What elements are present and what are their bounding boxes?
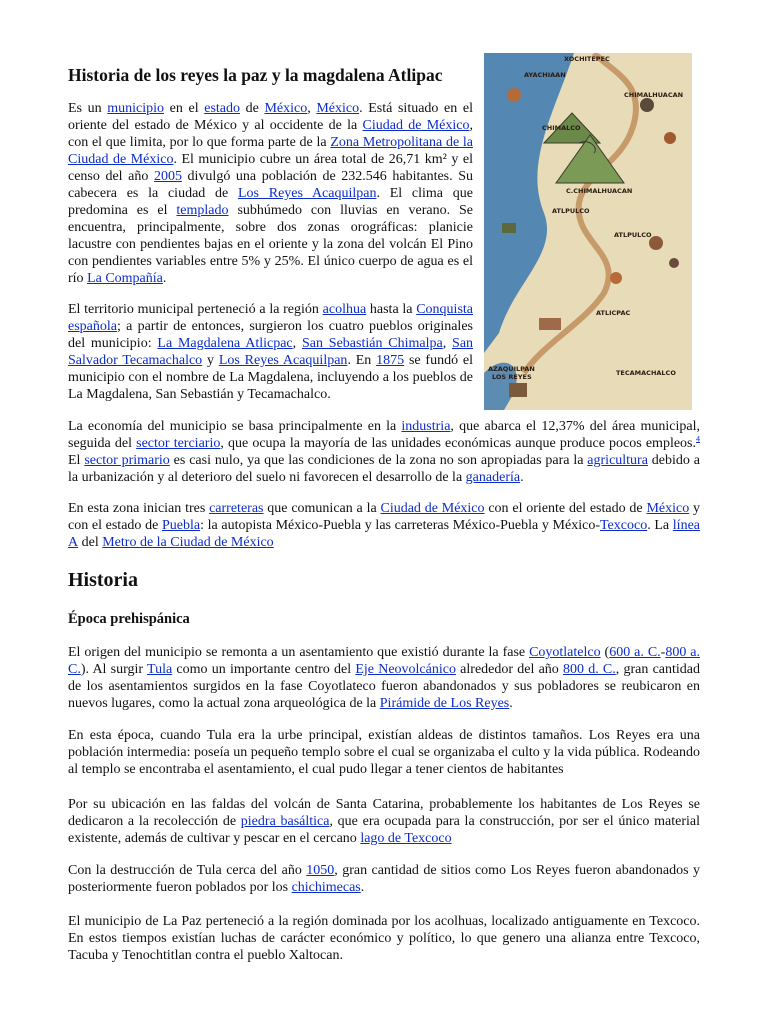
- link-1050[interactable]: 1050: [306, 863, 335, 878]
- link-carreteras[interactable]: carreteras: [209, 501, 264, 516]
- link-sector-primario[interactable]: sector primario: [84, 453, 170, 468]
- map-label-atlpulco-2: ATLPULCO: [614, 231, 652, 239]
- link-estado[interactable]: estado: [204, 101, 240, 116]
- link-lago-de-texcoco[interactable]: lago de Texcoco: [360, 831, 452, 846]
- link-conquista-espanola[interactable]: Conquista española: [68, 302, 473, 334]
- link-800-ac[interactable]: 800 a. C.: [68, 645, 700, 677]
- footnote-4[interactable]: 4: [696, 434, 700, 444]
- carreteras-paragraph: En esta zona inician tres carreteras que comunican a la Ciudad de México con el oriente del estado de México y con el estado de Puebla: la autopista México-Puebla y las carreteras México-Puebla y México-Texcoco. La línea A del Metro de la Ciudad de México: [68, 501, 701, 550]
- epoca-prehispanica-heading: Época prehispánica: [68, 611, 190, 627]
- link-ciudad-de-mexico-2[interactable]: Ciudad de México: [380, 501, 485, 516]
- map-label-los-reyes: LOS REYES: [492, 373, 532, 381]
- link-2005[interactable]: 2005: [153, 169, 182, 184]
- link-acolhua[interactable]: acolhua: [322, 302, 367, 317]
- destruccion-paragraph: Con la destrucción de Tula cerca del año 1050, gran cantidad de sitios como Los Reyes fueron abandonados y posteriormente fueron poblados por los chichimecas.: [68, 863, 700, 895]
- page-title: Historia de los reyes la paz y la magdalena Atlipac: [68, 65, 443, 85]
- link-600-ac[interactable]: 600 a. C.: [609, 645, 661, 660]
- epoca-paragraph: En esta época, cuando Tula era la urbe principal, existían aldeas de distintos tamaños. Los Reyes era una población intermedia: poseía un pequeño templo sobre el cual se organizaba el culto y la vida pública. Rodeando al templo se encontraba el asentamiento, el cual pudo llegar a tener cientos de habitantes: [68, 728, 700, 777]
- link-chichimecas[interactable]: chichimecas: [291, 880, 361, 895]
- link-1875[interactable]: 1875: [376, 353, 405, 368]
- acolhuas-paragraph: El municipio de La Paz perteneció a la región dominada por los acolhuas, localizado antiguamente en Texcoco. En estos tiempos existían luchas de carácter económico y político, lo que genero una alianza entre Texcoco, Tacuba y Tenochtitlan contra el pueblo Xaltocan.: [68, 914, 700, 963]
- link-sector-terciario[interactable]: sector terciario: [136, 436, 221, 451]
- link-texcoco[interactable]: Texcoco: [599, 518, 648, 533]
- link-la-compania[interactable]: La Compañía: [87, 271, 163, 286]
- link-eje-neovolcanico[interactable]: Eje Neovolcánico: [355, 662, 456, 677]
- link-municipio[interactable]: municipio: [107, 101, 165, 116]
- link-agricultura[interactable]: agricultura: [587, 453, 648, 468]
- link-los-reyes-acaquilpan[interactable]: Los Reyes Acaquilpan: [238, 186, 377, 201]
- link-piramide-de-los-reyes[interactable]: Pirámide de Los Reyes: [379, 696, 510, 711]
- map-label-atlpulco: ATLPULCO: [552, 207, 590, 215]
- territorio-paragraph: El territorio municipal perteneció a la región acolhua hasta la Conquista española; a partir de entonces, surgieron los cuatro pueblos originales del municipio: La Magdalena Atlicpac, San Sebastián Chimalpa, San Salvador Tecamachalco y Los Reyes Acaquilpan. En 1875 se fundó el municipio con el nombre de La Magdalena, incluyendo a los pueblos de La Magdalena, San Sebastián y Tecamachalco.: [68, 302, 474, 402]
- link-puebla[interactable]: Puebla: [161, 518, 201, 533]
- map-label-chimalhuacan-top: CHIMALHUACAN: [624, 91, 684, 99]
- map-label-azaquilpan: AZAQUILPAN: [488, 365, 535, 373]
- link-industria[interactable]: industria: [401, 419, 451, 434]
- link-ganaderia[interactable]: ganadería: [465, 470, 521, 485]
- link-templado[interactable]: templado: [176, 203, 229, 218]
- link-800-dc[interactable]: 800 d. C.: [563, 662, 616, 677]
- economia-paragraph: La economía del municipio se basa principalmente en la industria, que abarca el 12,37% del área municipal, seguida del sector terciario, que ocupa la mayoría de las unidades económicas aunque produce pocos empleos.$^4$ El sector primario es casi nulo, ya que las condiciones de la zona no son apropiadas para la agricultura debido a la urbanización y al deterioro del suelo ni favorecen el desarrollo de la ganadería.: [68, 419, 701, 485]
- link-san-sebastian-chimalpa[interactable]: San Sebastián Chimalpa: [301, 336, 443, 351]
- link-piedra-basaltica[interactable]: piedra basáltica: [240, 814, 330, 829]
- link-zona-metropolitana[interactable]: Zona Metropolitana de la Ciudad de México: [68, 135, 473, 167]
- link-tula[interactable]: Tula: [147, 662, 173, 677]
- origen-paragraph: El origen del municipio se remonta a un asentamiento que existió durante la fase Coyotlatelco (600 a. C.-800 a. C.). Al surgir Tula como un importante centro del Eje Neovolcánico alrededor del año 800 d. C., gran cantidad de los asentamientos surgidos en la fase Coyotlateco fueron abandonados y sus pobladores se reubicaron en nuevos lugares, como la actual zona arqueológica de la Pirámide de Los Reyes.: [68, 645, 701, 711]
- link-mexico-2[interactable]: México: [316, 101, 360, 116]
- link-ciudad-de-mexico[interactable]: Ciudad de México: [362, 118, 470, 133]
- ubicacion-paragraph: Por su ubicación en las faldas del volcán de Santa Catarina, probablemente los habitantes de Los Reyes se dedicaron a la recolección de piedra basáltica, que era ocupada para la construcción, por ser el único material existente, además de cultivar y pescar en el cercano lago de Texcoco: [68, 797, 700, 846]
- map-label-xochitepec: XOCHITEPEC: [564, 55, 610, 63]
- historia-heading: Historia: [68, 569, 138, 591]
- map-label-atlicpac: ATLICPAC: [596, 309, 631, 317]
- link-la-magdalena-atlicpac[interactable]: La Magdalena Atlicpac: [157, 336, 293, 351]
- link-san-salvador-tecamachalco[interactable]: San Salvador Tecamachalco: [68, 336, 474, 368]
- map-label-ayachiaan: AYACHIAAN: [524, 71, 566, 79]
- link-metro[interactable]: Metro de la Ciudad de México: [102, 535, 274, 550]
- map-label-tecamachalco: TECAMACHALCO: [616, 369, 676, 377]
- intro-paragraph: Es un municipio en el estado de México, México. Está situado en el oriente del estado de México y al occidente de la Ciudad de México, con el que limita, por lo que forma parte de la Zona Metropolitana de la Ciudad de México. El municipio cubre un área total de 26,71 km² y el censo del año 2005 divulgó una población de 232.546 habitantes. Su cabecera es la ciudad de Los Reyes Acaquilpan. El clima que predomina es el templado subhúmedo con lluvias en verano. Se encuentra, principalmente, sobre dos zonas orográficas: planicie lacustre con pendientes bajas en el oriente y la zona del volcán El Pino con pendientes variables entre 5% y 25%. El único cuerpo de agua es el río La Compañía.: [68, 101, 474, 286]
- map-label-chimalco: CHIMALCO: [542, 124, 581, 132]
- historical-map-image: [484, 53, 692, 410]
- map-label-chimalhuacan: C.CHIMALHUACAN: [566, 187, 633, 195]
- link-los-reyes[interactable]: Los Reyes Acaquilpan: [218, 353, 348, 368]
- link-mexico[interactable]: México: [264, 101, 308, 116]
- link-linea-a[interactable]: línea A: [68, 518, 701, 550]
- link-coyotlatelco[interactable]: Coyotlatelco: [529, 645, 601, 660]
- link-mexico-3[interactable]: México: [646, 501, 690, 516]
